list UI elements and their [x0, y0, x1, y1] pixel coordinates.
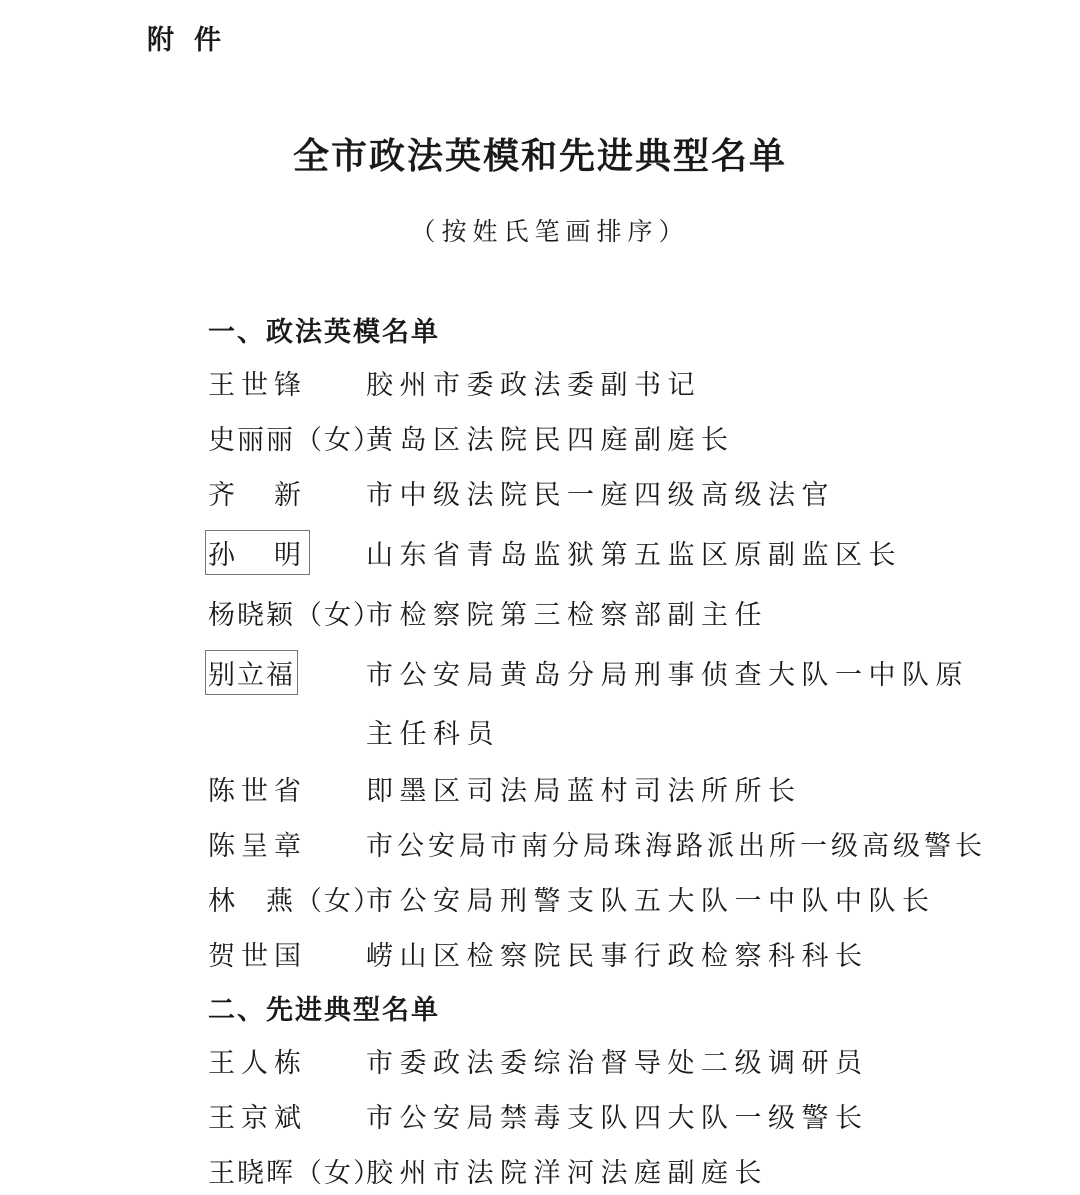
person-title: 市公安局市南分局珠海路派出所一级高级警长 — [366, 831, 986, 862]
list-item — [0, 1041, 1080, 1081]
list-item — [0, 824, 1080, 864]
person-title: 市公安局禁毒支队四大队一级警长 — [366, 1103, 869, 1134]
person-name: 史丽丽（女） — [208, 425, 382, 456]
list-item — [0, 769, 1080, 809]
list-item-continuation: 主任科员 — [366, 719, 500, 750]
person-name: 齐 新 — [208, 480, 307, 511]
list-item — [0, 418, 1080, 458]
person-title: 即墨区司法局蓝村司法所所长 — [366, 776, 802, 807]
list-item — [0, 934, 1080, 974]
list-item — [0, 593, 1080, 633]
list-item — [0, 1096, 1080, 1136]
section-heading-models: 二、先进典型名单 — [208, 995, 440, 1026]
list-item — [0, 1151, 1080, 1191]
document-subtitle: （按姓氏笔画排序） — [410, 217, 690, 246]
person-title: 市检察院第三检察部副主任 — [366, 600, 768, 631]
list-item — [0, 879, 1080, 919]
person-name: 别立福 — [208, 653, 295, 692]
person-title: 崂山区检察院民事行政检察科科长 — [366, 941, 869, 972]
list-item — [0, 533, 1080, 573]
person-name: 王世锋 — [208, 370, 307, 401]
person-name: 王京斌 — [208, 1103, 307, 1134]
person-title: 黄岛区法院民四庭副庭长 — [366, 425, 735, 456]
person-name: 王人栋 — [208, 1048, 307, 1079]
person-name: 杨晓颖（女） — [208, 600, 382, 631]
person-title: 市委政法委综治督导处二级调研员 — [366, 1048, 869, 1079]
person-name: 孙 明 — [208, 533, 307, 572]
list-item — [0, 473, 1080, 513]
person-title: 市中级法院民一庭四级高级法官 — [366, 480, 835, 511]
person-title: 山东省青岛监狱第五监区原副监区长 — [366, 540, 902, 571]
person-name: 陈世省 — [208, 776, 307, 807]
list-item — [0, 653, 1080, 693]
list-item — [0, 363, 1080, 403]
document-title: 全市政法英模和先进典型名单 — [292, 136, 787, 177]
person-title: 胶州市法院洋河法庭副庭长 — [366, 1158, 768, 1189]
person-name: 贺世国 — [208, 941, 307, 972]
person-title: 市公安局黄岛分局刑事侦查大队一中队原 — [366, 660, 969, 691]
person-title: 胶州市委政法委副书记 — [366, 370, 701, 401]
person-name: 王晓晖（女） — [208, 1158, 382, 1189]
person-name: 陈呈章 — [208, 831, 307, 862]
attachment-label: 附件 — [147, 25, 241, 56]
person-name: 林 燕（女） — [208, 886, 382, 917]
section-heading-heroes: 一、政法英模名单 — [208, 317, 440, 348]
person-title: 市公安局刑警支队五大队一中队中队长 — [366, 886, 936, 917]
